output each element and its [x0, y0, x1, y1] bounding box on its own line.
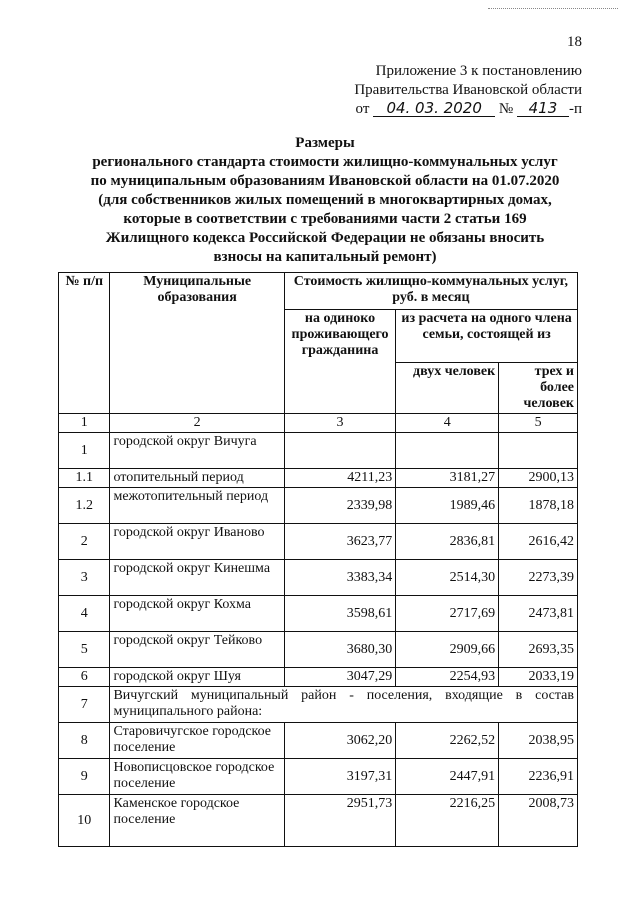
row-value-two: 2836,81 [396, 524, 499, 560]
header-three: трех и более человек [499, 363, 578, 414]
row-value-two: 2447,91 [396, 759, 499, 795]
row-value-single: 3383,34 [284, 560, 395, 596]
row-value-three [499, 433, 578, 469]
row-num: 6 [59, 668, 110, 687]
row-name: городской округ Кинешма [110, 560, 284, 596]
col-number: 5 [499, 414, 578, 433]
row-name: межотопительный период [110, 488, 284, 524]
col-number: 2 [110, 414, 284, 433]
col-number: 4 [396, 414, 499, 433]
scan-artifact [488, 8, 618, 11]
row-num: 2 [59, 524, 110, 560]
row-name: городской округ Кохма [110, 596, 284, 632]
row-num: 4 [59, 596, 110, 632]
row-value-three: 2008,73 [499, 795, 578, 847]
table-row [59, 469, 578, 488]
appendix-line-2: Правительства Ивановской области [354, 82, 582, 98]
table-row [59, 795, 578, 847]
row-value-single: 3047,29 [284, 668, 395, 687]
table-row [59, 560, 578, 596]
cost-table [58, 272, 578, 847]
header-num: № п/п [59, 273, 110, 414]
table-row [59, 433, 578, 469]
row-name: городской округ Вичуга [110, 433, 284, 469]
row-value-three: 2693,35 [499, 632, 578, 668]
row-value-two: 3181,27 [396, 469, 499, 488]
row-value-single [284, 433, 395, 469]
row-value-single: 3623,77 [284, 524, 395, 560]
row-value-two: 2216,25 [396, 795, 499, 847]
title-line-1: Размеры [295, 135, 355, 151]
row-name: городской округ Иваново [110, 524, 284, 560]
section-num: 7 [59, 687, 110, 723]
table-row [59, 723, 578, 759]
row-name: Новописцовское городское поселение [110, 759, 284, 795]
number-suffix: -п [568, 101, 582, 117]
title-line-5: которые в соответствии с требованиями части 2 статьи 169 [123, 211, 527, 227]
page-number: 18 [567, 34, 582, 50]
row-value-two: 2254,93 [396, 668, 499, 687]
row-value-three: 2033,19 [499, 668, 578, 687]
section-text: Вичугский муниципальный район - поселения, входящие в состав муниципального района: [110, 687, 578, 723]
row-name: городской округ Шуя [110, 668, 284, 687]
row-value-single: 3680,30 [284, 632, 395, 668]
row-num: 10 [59, 795, 110, 847]
table-row [59, 596, 578, 632]
number-label: № [498, 101, 514, 117]
row-name: Старовичугское городское поселение [110, 723, 284, 759]
title-line-7: взносы на капитальный ремонт) [213, 249, 437, 265]
title-line-3: по муниципальным образованиям Ивановской области на 01.07.2020 [90, 173, 560, 189]
handwritten-date: 04. 03. 2020 [373, 100, 495, 117]
handwritten-number: 413 [517, 100, 569, 117]
row-value-two: 2514,30 [396, 560, 499, 596]
row-value-single: 3598,61 [284, 596, 395, 632]
row-name: отопительный период [110, 469, 284, 488]
row-value-two: 2262,52 [396, 723, 499, 759]
table-row [59, 759, 578, 795]
row-value-single: 2951,73 [284, 795, 395, 847]
row-num: 5 [59, 632, 110, 668]
header-municipality: Муниципальные образования [110, 273, 284, 414]
section-row [59, 687, 578, 723]
row-name: городской округ Тейково [110, 632, 284, 668]
row-num: 1.1 [59, 469, 110, 488]
row-name: Каменское городское поселение [110, 795, 284, 847]
row-value-single: 4211,23 [284, 469, 395, 488]
appendix-line-3 [282, 100, 582, 119]
appendix-header [282, 62, 582, 119]
row-value-two: 1989,46 [396, 488, 499, 524]
row-value-two: 2909,66 [396, 632, 499, 668]
from-label: от [355, 101, 370, 117]
title-line-6: Жилищного кодекса Российской Федерации не обязаны вносить [105, 230, 545, 246]
row-value-three: 2616,42 [499, 524, 578, 560]
header-per-member: из расчета на одного члена семьи, состоящей из [396, 310, 578, 363]
row-num: 1.2 [59, 488, 110, 524]
table-row [59, 524, 578, 560]
table-row [59, 488, 578, 524]
row-value-single: 3062,20 [284, 723, 395, 759]
row-value-three: 2273,39 [499, 560, 578, 596]
col-number: 3 [284, 414, 395, 433]
header-two: двух человек [396, 363, 499, 414]
row-num: 8 [59, 723, 110, 759]
row-value-three: 1878,18 [499, 488, 578, 524]
row-value-single: 2339,98 [284, 488, 395, 524]
title-line-4: (для собственников жилых помещений в многоквартирных домах, [98, 192, 552, 208]
document-title [50, 134, 600, 267]
row-value-three: 2236,91 [499, 759, 578, 795]
row-num: 3 [59, 560, 110, 596]
table-row [59, 632, 578, 668]
table-row [59, 668, 578, 687]
row-value-single: 3197,31 [284, 759, 395, 795]
header-cost: Стоимость жилищно-коммунальных услуг, руб. в месяц [284, 273, 577, 310]
table-header-row-1 [59, 273, 578, 310]
row-value-two: 2717,69 [396, 596, 499, 632]
row-value-three: 2473,81 [499, 596, 578, 632]
row-num: 1 [59, 433, 110, 469]
column-number-row [59, 414, 578, 433]
row-value-three: 2038,95 [499, 723, 578, 759]
row-value-three: 2900,13 [499, 469, 578, 488]
row-value-two [396, 433, 499, 469]
title-line-2: регионального стандарта стоимости жилищно-коммунальных услуг [92, 154, 558, 170]
col-number: 1 [59, 414, 110, 433]
appendix-line-1: Приложение 3 к постановлению [375, 63, 582, 79]
row-num: 9 [59, 759, 110, 795]
header-single: на одиноко проживающего гражданина [284, 310, 395, 414]
